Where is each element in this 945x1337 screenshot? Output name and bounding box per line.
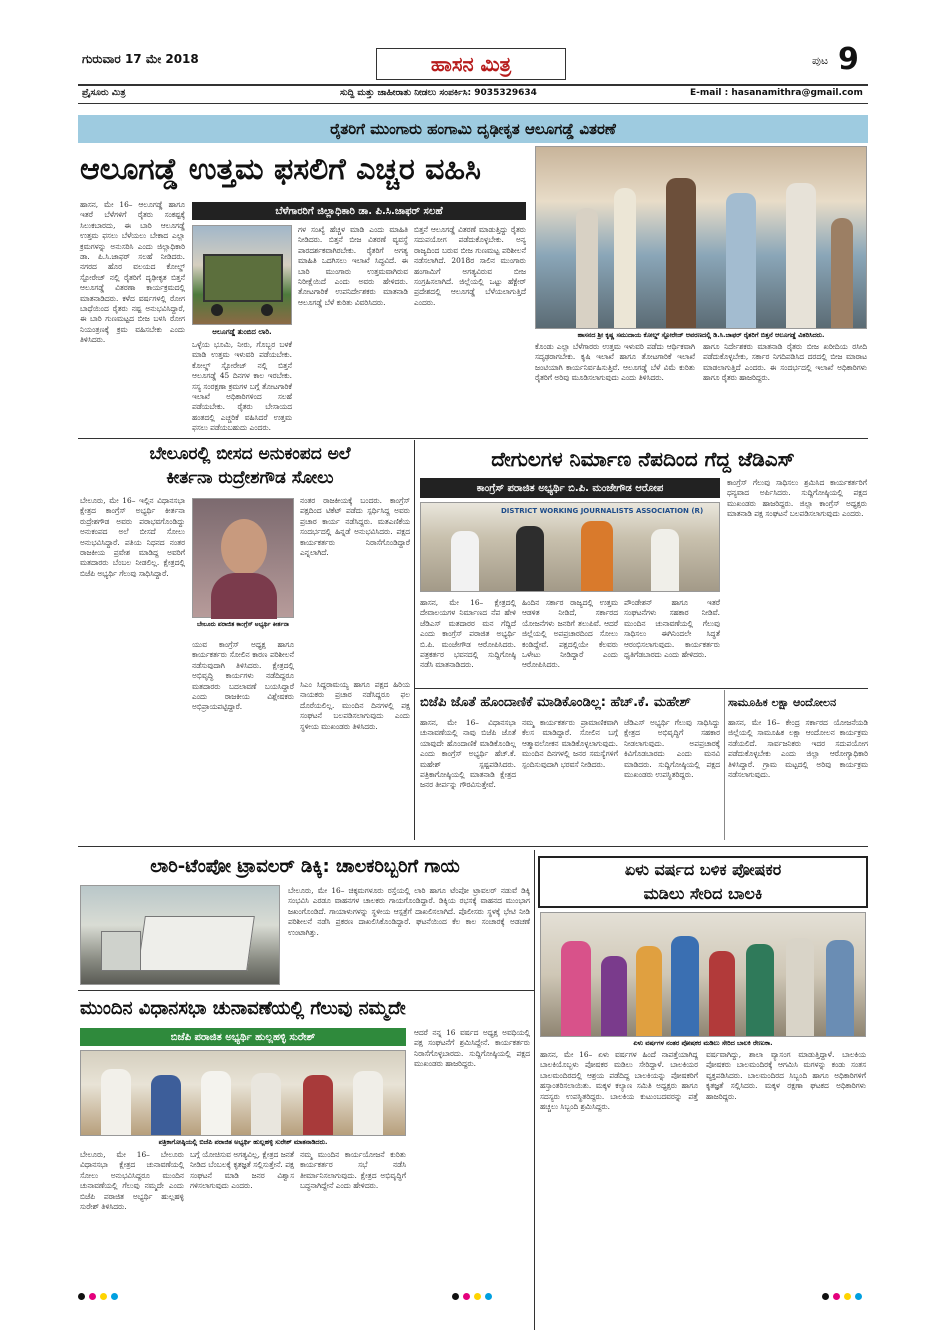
story8-column-1: ಬೇಲೂರು, ಮೇ 16– ಬೇಲೂರು ವಿಧಾನಸಭಾ ಕ್ಷೇತ್ರದ ಚುನಾವಣೆಯಲ್ಲಿ ಸೋಲು ಅನುಭವಿಸಿದ್ದರೂ ಮುಂದಿನ ಚುನಾವಣೆಯಲ್ಲಿ ಗೆಲುವು ನಮ್ಮದೇ ಎಂದು ಬಿಜೆಪಿ ಪರಾಜಿತ ಅಭ್ಯರ್ಥಿ ಹುಲ್ಲಹಳ್ಳಿ ಸುರೇಶ್ ತಿಳಿಸಿದರು. — [80, 1150, 187, 1212]
contact-line: ಸುದ್ದಿ ಮತ್ತು ಜಾಹೀರಾತು ನೀಡಲು ಸಂಪರ್ಕಿಸಿ: 9035329634 — [340, 88, 537, 98]
story1-column-3: ಗಳ ಸಂಖ್ಯೆ ಹೆಚ್ಚಳ ಮಾಡಿ ಎಂದು ಮಾಹಿತಿ ನೀಡಿದರು. ಬಿತ್ತನೆ ಬೀಜ ವಿತರಣೆ ವ್ಯವಸ್ಥೆ ಪಾರದರ್ಶಕವಾಗಿರಬೇಕು. ರೈತರಿಗೆ ಅಗತ್ಯ ಮಾಹಿತಿ ಒದಗಿಸಲು ಇಲಾಖೆ ಸಿದ್ಧವಿದೆ. ಈ ಬಾರಿ ಮುಂಗಾರು ಉತ್ತಮವಾಗಿರುವ ನಿರೀಕ್ಷೆಯಿದೆ ಎಂದು ಅವರು ಹೇಳಿದರು. ತೋಟಗಾರಿಕೆ ಉಪನಿರ್ದೇಶಕರು ಮಾತನಾಡಿ ಆಲೂಗಡ್ಡೆ ಬೆಳೆ ಕುರಿತು ವಿವರಿಸಿದರು. — [298, 225, 411, 307]
story2-column-4: ಸಿಎಂ ಸಿದ್ದರಾಮಯ್ಯ ಹಾಗೂ ಪಕ್ಷದ ಹಿರಿಯ ನಾಯಕರು ಪ್ರಚಾರ ನಡೆಸಿದ್ದರೂ ಫಲ ದೊರೆಯಲಿಲ್ಲ. ಮುಂದಿನ ದಿನಗಳಲ್ಲಿ ಪಕ್ಷ ಸಂಘಟನೆ ಬಲಪಡಿಸಲಾಗುವುದು ಎಂದು ಸ್ಥಳೀಯ ಮುಖಂಡರು ತಿಳಿಸಿದರು. — [300, 680, 413, 731]
subbar-rule — [78, 103, 868, 104]
story4-column-3: ಜೆಡಿಎಸ್ ಅಭ್ಯರ್ಥಿ ಗೆಲುವು ಸಾಧಿಸಿದ್ದು ಕ್ಷೇತ್ರದ ಅಭಿವೃದ್ಧಿಗೆ ಸಹಕಾರ ನೀಡಲಾಗುವುದು. ಅಪಪ್ರಚಾರಕ್ಕೆ ಕಿವಿಗೊಡಬಾರದು ಎಂದು ಮನವಿ ಮಾಡಿದರು. ಸುದ್ದಿಗೋಷ್ಠಿಯಲ್ಲಿ ಪಕ್ಷದ ಮುಖಂಡರು ಉಪಸ್ಥಿತರಿದ್ದರು. — [624, 718, 723, 780]
story7-column-2: ವರ್ಷವಾಗಿದ್ದು, ಶಾಲಾ ವ್ಯಾಸಂಗ ಮಾಡುತ್ತಿದ್ದಾಳೆ. ಬಾಲಕಿಯ ಪೋಷಕರು ಬಾಲಮಂದಿರಕ್ಕೆ ಆಗಮಿಸಿ ಮಗಳನ್ನು ಕಂಡು ಸಂತಸ ವ್ಯಕ್ತಪಡಿಸಿದರು. ಬಾಲಮಂದಿರದ ಸಿಬ್ಬಂದಿ ಹಾಗೂ ಅಧಿಕಾರಿಗಳಿಗೆ ಕೃತಜ್ಞತೆ ಸಲ್ಲಿಸಿದರು. ಮಕ್ಕಳ ರಕ್ಷಣಾ ಘಟಕದ ಅಧಿಕಾರಿಗಳು ಹಾಜರಿದ್ದರು. — [706, 1050, 869, 1101]
section-name: ಪ್ರೈಸೂರು ಮಿತ್ರ — [82, 88, 126, 98]
page-number: 9 — [838, 42, 859, 77]
story7-column-1: ಹಾಸನ, ಮೇ 16– ಏಳು ವರ್ಷಗಳ ಹಿಂದೆ ನಾಪತ್ತೆಯಾಗಿದ್ದ ಬಾಲಕಿಯೊಬ್ಬಳು ಪೋಷಕರ ಮಡಿಲು ಸೇರಿದ್ದಾಳೆ. ಬಾಲಕಿಯರ ಬಾಲಮಂದಿರದಲ್ಲಿ ಆಶ್ರಯ ಪಡೆದಿದ್ದ ಬಾಲಕಿಯನ್ನು ಪೋಷಕರಿಗೆ ಹಸ್ತಾಂತರಿಸಲಾಯಿತು. ಮಕ್ಕಳ ಕಲ್ಯಾಣ ಸಮಿತಿ ಅಧ್ಯಕ್ಷರು ಹಾಗೂ ಸದಸ್ಯರು ಉಪಸ್ಥಿತರಿದ್ದರು. ಬಾಲಕಿಯ ಕುಟುಂಬದವರನ್ನು ಪತ್ತೆ ಹಚ್ಚಲು ಸಿಬ್ಬಂದಿ ಶ್ರಮಿಸಿದ್ದರು. — [540, 1050, 701, 1112]
story4-divider — [724, 690, 725, 840]
story8-column-2: ಬಗ್ಗೆ ಯೋಚಿಸುವ ಅಗತ್ಯವಿಲ್ಲ, ಕ್ಷೇತ್ರದ ಜನತೆ ನೀಡಿದ ಬೆಂಬಲಕ್ಕೆ ಕೃತಜ್ಞತೆ ಸಲ್ಲಿಸುತ್ತೇನೆ. ಪಕ್ಷ ಸಂಘಟನೆ ಮಾಡಿ ಜನರ ವಿಶ್ವಾಸ ಗಳಿಸಲಾಗುವುದು ಎಂದರು. — [190, 1150, 297, 1191]
masthead-logo — [376, 48, 566, 80]
story4-column-2: ನಮ್ಮ ಕಾರ್ಯಕರ್ತರು ಪ್ರಾಮಾಣಿಕವಾಗಿ ಕೆಲಸ ಮಾಡಿದ್ದಾರೆ. ಸೋಲಿನ ಬಗ್ಗೆ ಆತ್ಮಾವಲೋಕನ ಮಾಡಿಕೊಳ್ಳಲಾಗುವುದು. ಮುಂದಿನ ದಿನಗಳಲ್ಲಿ ಜನರ ಸಮಸ್ಯೆಗಳಿಗೆ ಸ್ಪಂದಿಸುವುದಾಗಿ ಭರವಸೆ ನೀಡಿದರು. — [522, 718, 621, 769]
registration-dots-center — [452, 1293, 492, 1300]
story1-truck-caption: ಆಲೂಗಡ್ಡೆ ತುಂಬಿದ ಲಾರಿ. — [212, 328, 272, 336]
story7-headline-line2: ಮಡಿಲು ಸೇರಿದ ಬಾಲಕಿ — [643, 884, 763, 903]
story2-headline-line2: ಕೀರ್ತನಾ ರುದ್ರೇಶಗೌಡ ಸೋಲು — [166, 468, 334, 488]
story6-divider — [534, 850, 535, 1330]
story1-kicker-text: ಬೆಳೆಗಾರರಿಗೆ ಜಿಲ್ಲಾಧಿಕಾರಿ ಡಾ. ಪಿ.ಸಿ.ಜಾಫರ್ ಸಲಹೆ — [275, 205, 443, 217]
story4-column-1: ಹಾಸನ, ಮೇ 16– ವಿಧಾನಸಭಾ ಚುನಾವಣೆಯಲ್ಲಿ ನಾವು ಬಿಜೆಪಿ ಜೊತೆ ಯಾವುದೇ ಹೊಂದಾಣಿಕೆ ಮಾಡಿಕೊಂಡಿಲ್ಲ ಎಂದು ಕಾಂಗ್ರೆಸ್ ಅಭ್ಯರ್ಥಿ ಹೆಚ್.ಕೆ. ಮಹೇಶ್ ಸ್ಪಷ್ಟಪಡಿಸಿದರು. ಪತ್ರಿಕಾಗೋಷ್ಠಿಯಲ್ಲಿ ಮಾತನಾಡಿ ಕ್ಷೇತ್ರದ ಜನರ ತೀರ್ಪನ್ನು ಗೌರವಿಸುತ್ತೇವೆ. — [420, 718, 519, 790]
story3-banner-text: DISTRICT WORKING JOURNALISTS ASSOCIATION (R) — [501, 507, 704, 515]
story6-headline: ಲಾರಿ-ಟೆಂಪೋ ಟ್ರಾವಲರ್ ಡಿಕ್ಕಿ: ಚಾಲಕರಿಬ್ಬರಿಗೆ ಗಾಯ — [150, 856, 460, 877]
story7-headline-line1: ಏಳು ವರ್ಷದ ಬಳಿಕ ಪೋಷಕರ — [624, 860, 782, 879]
masthead-title: ಹಾಸನ ಮಿತ್ರ — [430, 52, 512, 76]
story6-body: ಬೇಲೂರು, ಮೇ 16– ಚಿಕ್ಕಮಗಳೂರು ರಸ್ತೆಯಲ್ಲಿ ಲಾರಿ ಹಾಗೂ ಟೆಂಪೋ ಟ್ರಾವಲರ್ ನಡುವೆ ಡಿಕ್ಕಿ ಸಂಭವಿಸಿ ಎರಡೂ ವಾಹನಗಳ ಚಾಲಕರು ಗಾಯಗೊಂಡಿದ್ದಾರೆ. ಡಿಕ್ಕಿಯ ರಭಸಕ್ಕೆ ವಾಹನದ ಮುಂಭಾಗ ಜಖಂಗೊಂಡಿದೆ. ಗಾಯಾಳುಗಳನ್ನು ಸ್ಥಳೀಯ ಆಸ್ಪತ್ರೆಗೆ ದಾಖಲಿಸಲಾಗಿದೆ. ಪೊಲೀಸರು ಸ್ಥಳಕ್ಕೆ ಭೇಟಿ ನೀಡಿ ಪರಿಶೀಲನೆ ನಡೆಸಿ ಪ್ರಕರಣ ದಾಖಲಿಸಿಕೊಂಡಿದ್ದಾರೆ. ಘಟನೆಯಿಂದ ಕೆಲ ಕಾಲ ಸಂಚಾರಕ್ಕೆ ಅಡಚಣೆ ಉಂಟಾಗಿತ್ತು. — [288, 886, 533, 937]
story7-photo — [540, 912, 866, 1037]
story3-column-4: ಕಾಂಗ್ರೆಸ್ ಗೆಲುವು ಸಾಧಿಸಲು ಶ್ರಮಿಸಿದ ಕಾರ್ಯಕರ್ತರಿಗೆ ಧನ್ಯವಾದ ಅರ್ಪಿಸಿದರು. ಸುದ್ದಿಗೋಷ್ಠಿಯಲ್ಲಿ ಪಕ್ಷದ ಮುಖಂಡರು ಹಾಜರಿದ್ದರು. ಜಿಲ್ಲಾ ಕಾಂಗ್ರೆಸ್ ಅಧ್ಯಕ್ಷರು ಮಾತನಾಡಿ ಪಕ್ಷ ಸಂಘಟನೆ ಬಲಪಡಿಸಲಾಗುವುದು ಎಂದರು. — [727, 478, 870, 519]
story3-column-2: ಹಿಂದಿನ ಸರ್ಕಾರ ರಾಜ್ಯದಲ್ಲಿ ಉತ್ತಮ ಆಡಳಿತ ನೀಡಿದೆ, ಸರ್ಕಾರದ ಯೋಜನೆಗಳು ಜನರಿಗೆ ತಲುಪಿವೆ. ಆದರೆ ಜಿಲ್ಲೆಯಲ್ಲಿ ಅಪಪ್ರಚಾರದಿಂದ ಸೋಲು ಕಂಡಿದ್ದೇವೆ. ಪಕ್ಷದಲ್ಲಿಯೇ ಕೆಲವರು ಒಳೇಟು ನೀಡಿದ್ದಾರೆ ಎಂದು ಆರೋಪಿಸಿದರು. — [522, 598, 621, 670]
story8-photo-caption: ಪತ್ರಿಕಾಗೋಷ್ಠಿಯಲ್ಲಿ ಬಿಜೆಪಿ ಪರಾಜಿತ ಅಭ್ಯರ್ಥಿ ಹುಲ್ಲಹಳ್ಳಿ ಸುರೇಶ್ ಮಾತನಾಡಿದರು. — [158, 1138, 328, 1146]
story3-column-1: ಹಾಸನ, ಮೇ 16– ಕ್ಷೇತ್ರದಲ್ಲಿ ದೇವಾಲಯಗಳ ನಿರ್ಮಾಣದ ನೆಪ ಹೇಳಿ ಜೆಡಿಎಸ್ ಮತದಾರರ ಮನ ಗೆದ್ದಿದೆ ಎಂದು ಕಾಂಗ್ರೆಸ್ ಪರಾಜಿತ ಅಭ್ಯರ್ಥಿ ಬಿ.ಪಿ. ಮಂಜೇಗೌಡ ಆರೋಪಿಸಿದರು. ಪತ್ರಕರ್ತರ ಭವನದಲ್ಲಿ ಸುದ್ದಿಗೋಷ್ಠಿ ನಡೆಸಿ ಮಾತನಾಡಿದರು. — [420, 598, 519, 670]
story1-headline: ಆಲೂಗಡ್ಡೆ ಉತ್ತಮ ಫಸಲಿಗೆ ಎಚ್ಚರ ವಹಿಸಿ — [80, 152, 481, 187]
story2-column-1: ಬೇಲೂರು, ಮೇ 16– ಇಲ್ಲಿನ ವಿಧಾನಸಭಾ ಕ್ಷೇತ್ರದ ಕಾಂಗ್ರೆಸ್ ಅಭ್ಯರ್ಥಿ ಕೀರ್ತನಾ ರುದ್ರೇಶಗೌಡ ಅವರು ಪರಾಭವಗೊಂಡಿದ್ದು ಅನುಕಂಪದ ಅಲೆ ಬೀಸದೆ ಸೋಲು ಅನುಭವಿಸಿದ್ದಾರೆ. ಪತಿಯ ನಿಧನದ ನಂತರ ರಾಜಕೀಯ ಪ್ರವೇಶ ಮಾಡಿದ್ದ ಅವರಿಗೆ ಮತದಾರರು ಬೆಂಬಲ ನೀಡಲಿಲ್ಲ. ಕ್ಷೇತ್ರದಲ್ಲಿ ಬಿಜೆಪಿ ಅಭ್ಯರ್ಥಿ ಗೆಲುವು ಸಾಧಿಸಿದ್ದಾರೆ. — [80, 496, 188, 578]
story2-photo-caption: ಬೇಲೂರು ಪರಾಜಿತ ಕಾಂಗ್ರೆಸ್ ಅಭ್ಯರ್ಥಿ ಕೀರ್ತನಾ — [196, 621, 290, 628]
story1-bottom-rule — [78, 438, 868, 439]
story6-accident-photo — [80, 885, 280, 985]
story1-banner-text: ರೈತರಿಗೆ ಮುಂಗಾರು ಹಂಗಾಮಿ ದೃಢೀಕೃತ ಆಲೂಗಡ್ಡೆ ವಿತರಣೆ — [330, 120, 616, 138]
story1-main-photo — [535, 146, 867, 329]
story1-column-6: ಹಾಗೂ ನಿರ್ದೇಶಕರು ಮಾತನಾಡಿ ರೈತರು ಬೀಜ ಖರೀದಿಯ ರಸೀದಿ ಪಡೆದುಕೊಳ್ಳಬೇಕು, ಸರ್ಕಾರ ನಿಗದಿಪಡಿಸಿದ ದರದಲ್ಲಿ ಬೀಜ ಮಾರಾಟ ಮಾಡಲಾಗುತ್ತಿದೆ ಎಂದರು. ಈ ಸಂದರ್ಭದಲ್ಲಿ ಇಲಾಖೆ ಅಧಿಕಾರಿಗಳು ಹಾಗೂ ರೈತರು ಹಾಜರಿದ್ದರು. — [703, 342, 870, 383]
story5-headline: ಸಾಮೂಹಿಕ ಲಕ್ಷಾ ಆಂದೋಲನ — [728, 696, 837, 709]
issue-date: ಗುರುವಾರ 17 ಮೇ 2018 — [82, 52, 199, 66]
story1-column-2: ಒಳ್ಳೆಯ ಭೂಮಿ, ನೀರು, ಗೊಬ್ಬರ ಬಳಕೆ ಮಾಡಿ ಉತ್ತಮ ಇಳುವರಿ ಪಡೆಯಬೇಕು. ಕೋಲ್ಡ್ ಸ್ಟೋರೇಜ್ ನಲ್ಲಿ ಬಿತ್ತನೆ ಆಲೂಗಡ್ಡೆ 45 ದಿನಗಳ ಕಾಲ ಇರಬೇಕು. ಸಸ್ಯ ಸಂರಕ್ಷಣಾ ಕ್ರಮಗಳ ಬಗ್ಗೆ ತೋಟಗಾರಿಕೆ ಇಲಾಖೆ ಅಧಿಕಾರಿಗಳಿಂದ ಸಲಹೆ ಪಡೆಯಬೇಕು. ರೈತರು ಬೇಸಾಯದ ಹಂತದಲ್ಲಿ ಎಚ್ಚರಿಕೆ ವಹಿಸಿದರೆ ಉತ್ತಮ ಫಸಲು ಪಡೆಯಬಹುದು ಎಂದರು. — [192, 340, 295, 433]
story2-portrait-photo — [192, 498, 294, 618]
story3-press-photo — [420, 502, 720, 592]
story2-divider — [414, 440, 415, 840]
mid-rule — [78, 846, 868, 847]
story8-kicker — [80, 1028, 406, 1046]
story7-headline-box — [538, 856, 868, 908]
story3-headline: ದೇಗುಲಗಳ ನಿರ್ಮಾಣ ನೆಪದಿಂದ ಗೆದ್ದ ಜೆಡಿಎಸ್ — [491, 447, 795, 471]
story2-column-2: ನಂತರ ರಾಜಕೀಯಕ್ಕೆ ಬಂದರು. ಕಾಂಗ್ರೆಸ್ ಪಕ್ಷದಿಂದ ಟಿಕೆಟ್ ಪಡೆದು ಸ್ಪರ್ಧಿಸಿದ್ದ ಅವರು ಪ್ರಚಾರ ಕಾರ್ಯ ನಡೆಸಿದ್ದರು. ಮತಎಣಿಕೆಯ ಸಂದರ್ಭದಲ್ಲಿ ಹಿನ್ನಡೆ ಅನುಭವಿಸಿದರು. ಪಕ್ಷದ ಕಾರ್ಯಕರ್ತರು ನಿರಾಸೆಗೊಂಡಿದ್ದಾರೆ ಎನ್ನಲಾಗಿದೆ. — [300, 496, 413, 558]
story7-photo-caption: ಏಳು ವರ್ಷಗಳ ನಂತರ ಪೋಷಕರ ಮಡಿಲು ಸೇರಿದ ಬಾಲಕಿ ರೇಣುಕಾ. — [633, 1039, 773, 1047]
story4-headline: ಬಿಜೆಪಿ ಜೊತೆ ಹೊಂದಾಣಿಕೆ ಮಾಡಿಕೊಂಡಿಲ್ಲ: ಹೆಚ್.ಕೆ. ಮಹೇಶ್ — [420, 695, 691, 710]
story3-bottom-rule — [414, 688, 868, 689]
story8-kicker-text: ಬಿಜೆಪಿ ಪರಾಜಿತ ಅಭ್ಯರ್ಥಿ ಹುಲ್ಲಹಳ್ಳಿ ಸುರೇಶ್ — [170, 1031, 316, 1043]
story8-press-photo — [80, 1050, 406, 1136]
story1-column-1: ಹಾಸನ, ಮೇ 16– ಆಲೂಗಡ್ಡೆ ಹಾಗೂ ಇತರೆ ಬೆಳೆಗಳಿಗೆ ರೈತರು ಸಂಕಷ್ಟಕ್ಕೆ ಸಿಲುಕಬಾರದು, ಈ ಬಾರಿ ಆಲೂಗಡ್ಡೆ ಉತ್ತಮ ಫಸಲು ಬೆಳೆಯಲು ಬೇಕಾದ ಎಲ್ಲಾ ಕ್ರಮಗಳನ್ನು ಅನುಸರಿಸಿ ಎಂದು ಜಿಲ್ಲಾಧಿಕಾರಿ ಡಾ. ಪಿ.ಸಿ.ಜಾಫರ್ ಸಲಹೆ ನೀಡಿದರು. ನಗರದ ಹೊರ ವಲಯದ ಕೋಲ್ಡ್ ಸ್ಟೋರೇಜ್ ನಲ್ಲಿ ರೈತರಿಗೆ ದೃಢೀಕೃತ ಬಿತ್ತನೆ ಆಲೂಗಡ್ಡೆ ವಿತರಣಾ ಕಾರ್ಯಕ್ರಮದಲ್ಲಿ ಮಾತನಾಡಿದರು. ಕಳೆದ ವರ್ಷಗಳಲ್ಲಿ ರೋಗ ಬಾಧೆಯಿಂದ ರೈತರು ನಷ್ಟ ಅನುಭವಿಸಿದ್ದಾರೆ, ಈ ಬಾರಿ ಗುಣಮಟ್ಟದ ಬೀಜ ಬಳಸಿ ರೋಗ ನಿಯಂತ್ರಣಕ್ಕೆ ಕ್ರಮ ವಹಿಸಬೇಕು ಎಂದು ತಿಳಿಸಿದರು. — [80, 200, 188, 345]
registration-dots-right — [822, 1293, 862, 1300]
story1-banner — [78, 115, 868, 143]
registration-dots-left — [78, 1293, 118, 1300]
story5-body: ಹಾಸನ, ಮೇ 16– ಕೇಂದ್ರ ಸರ್ಕಾರದ ಯೋಜನೆಯಡಿ ಜಿಲ್ಲೆಯಲ್ಲಿ ಸಾಮೂಹಿಕ ಲಕ್ಷಾ ಆಂದೋಲನ ಕಾರ್ಯಕ್ರಮ ನಡೆಯಲಿದೆ. ಸಾರ್ವಜನಿಕರು ಇದರ ಸದುಪಯೋಗ ಪಡೆದುಕೊಳ್ಳಬೇಕು ಎಂದು ಜಿಲ್ಲಾ ಆರೋಗ್ಯಾಧಿಕಾರಿ ತಿಳಿಸಿದ್ದಾರೆ. ಗ್ರಾಮ ಮಟ್ಟದಲ್ಲಿ ಅರಿವು ಕಾರ್ಯಕ್ರಮ ನಡೆಸಲಾಗುವುದು. — [728, 718, 871, 780]
page-label: ಪುಟ — [812, 54, 829, 67]
story2-column-3: ಯುವ ಕಾಂಗ್ರೆಸ್ ಅಧ್ಯಕ್ಷ ಹಾಗೂ ಕಾರ್ಯಕರ್ತರು ಸೋಲಿನ ಕಾರಣ ಪರಿಶೀಲನೆ ನಡೆಸುವುದಾಗಿ ತಿಳಿಸಿದರು. ಕ್ಷೇತ್ರದಲ್ಲಿ ಅಭಿವೃದ್ಧಿ ಕಾರ್ಯಗಳು ನಡೆದಿದ್ದರೂ ಮತದಾರರು ಬದಲಾವಣೆ ಬಯಸಿದ್ದಾರೆ ಎಂದು ರಾಜಕೀಯ ವಿಶ್ಲೇಷಕರು ಅಭಿಪ್ರಾಯಪಟ್ಟಿದ್ದಾರೆ. — [192, 640, 297, 712]
story8-top-rule — [78, 990, 534, 991]
story3-column-3: ಪೌಂಡೇಶನ್ ಹಾಗೂ ಇತರೆ ಸಂಘಟನೆಗಳು ಸಹಕಾರ ನೀಡಿವೆ. ಮುಂದಿನ ಚುನಾವಣೆಯಲ್ಲಿ ಗೆಲುವು ಸಾಧಿಸಲು ಈಗಿನಿಂದಲೇ ಸಿದ್ಧತೆ ಆರಂಭಿಸಲಾಗುವುದು. ಕಾರ್ಯಕರ್ತರು ಧೃತಿಗೆಡಬಾರದು ಎಂದು ಹೇಳಿದರು. — [624, 598, 723, 660]
story3-kicker — [420, 478, 720, 498]
story8-column-4: ಆದರೆ ನನ್ನ 16 ವರ್ಷದ ಅಧ್ಯಕ್ಷ ಅವಧಿಯಲ್ಲಿ ಪಕ್ಷ ಸಂಘಟನೆಗೆ ಶ್ರಮಿಸಿದ್ದೇನೆ. ಕಾರ್ಯಕರ್ತರು ನಿರಾಸೆಗೊಳ್ಳಬಾರದು. ಸುದ್ದಿಗೋಷ್ಠಿಯಲ್ಲಿ ಪಕ್ಷದ ಮುಖಂಡರು ಹಾಜರಿದ್ದರು. — [414, 1028, 533, 1069]
story1-kicker — [192, 202, 526, 220]
story8-headline: ಮುಂದಿನ ವಿಧಾನಸಭಾ ಚುನಾವಣೆಯಲ್ಲಿ ಗೆಲುವು ನಮ್ಮದೇ — [80, 998, 406, 1019]
header-bar — [78, 42, 868, 84]
story8-column-3: ನಮ್ಮ ಮುಂದಿನ ಕಾರ್ಯಯೋಜನೆ ಕುರಿತು ಕಾರ್ಯಕರ್ತರ ಸಭೆ ನಡೆಸಿ ತೀರ್ಮಾನಿಸಲಾಗುವುದು. ಕ್ಷೇತ್ರದ ಅಭಿವೃದ್ಧಿಗೆ ಬದ್ಧನಾಗಿದ್ದೇನೆ ಎಂದು ಹೇಳಿದರು. — [300, 1150, 409, 1191]
story1-photo-caption: ಹಾಸನದ ಶ್ರೀ ಕೃಷ್ಣ ಸಮುದಾಯ ಕೋಲ್ಡ್ ಸ್ಟೋರೇಜ್ ಆವರಣದಲ್ಲಿ ಡಿ.ಸಿ.ಜಾಫರ್ ರೈತರಿಗೆ ಬಿತ್ತನೆ ಆಲೂಗಡ್ಡೆ ವಿತರಿಸಿದರು. — [577, 331, 825, 339]
header-rule — [78, 84, 868, 86]
contact-email: E-mail : hasanamithra@gmail.com — [690, 88, 863, 98]
story1-column-5: ಕೊಂಡು ಎಲ್ಲಾ ಬೆಳೆಗಾರರು ಉತ್ತಮ ಇಳುವರಿ ಪಡೆದು ಆರ್ಥಿಕವಾಗಿ ಸದೃಢರಾಗಬೇಕು. ಕೃಷಿ ಇಲಾಖೆ ಹಾಗೂ ತೋಟಗಾರಿಕೆ ಇಲಾಖೆ ಜಂಟಿಯಾಗಿ ಕಾರ್ಯನಿರ್ವಹಿಸುತ್ತಿವೆ. ಆಲೂಗಡ್ಡೆ ಬೆಳೆ ವಿಮೆ ಕುರಿತು ರೈತರಿಗೆ ಅರಿವು ಮೂಡಿಸಲಾಗುವುದು ಎಂದು ತಿಳಿಸಿದರು. — [535, 342, 698, 383]
story1-column-4: ಬಿತ್ತನೆ ಆಲೂಗಡ್ಡೆ ವಿತರಣೆ ಮಾಡುತ್ತಿದ್ದು ರೈತರು ಸದುಪಯೋಗ ಪಡೆದುಕೊಳ್ಳಬೇಕು. ಅನ್ಯ ರಾಜ್ಯದಿಂದ ಬರುವ ಬೀಜ ಗುಣಮಟ್ಟ ಪರಿಶೀಲನೆ ನಡೆಸಲಾಗಿದೆ. 2018ರ ಸಾಲಿನ ಮುಂಗಾರು ಹಂಗಾಮಿಗೆ ಅಗತ್ಯವಿರುವ ಬೀಜ ಸಂಗ್ರಹಿಸಲಾಗಿದೆ. ಜಿಲ್ಲೆಯಲ್ಲಿ ಒಟ್ಟು ಹೆಕ್ಟೇರ್ ಪ್ರದೇಶದಲ್ಲಿ ಆಲೂಗಡ್ಡೆ ಬೆಳೆಯಲಾಗುತ್ತಿದೆ ಎಂದರು. — [414, 225, 529, 307]
story2-headline-line1: ಬೇಲೂರಲ್ಲಿ ಬೀಸದ ಅನುಕಂಪದ ಅಲೆ — [149, 444, 351, 464]
story1-truck-photo — [192, 225, 292, 325]
header-subbar — [78, 87, 868, 101]
story3-kicker-text: ಕಾಂಗ್ರೆಸ್ ಪರಾಜಿತ ಅಭ್ಯರ್ಥಿ ಬಿ.ಪಿ. ಮಂಜೇಗೌಡ ಆರೋಪ — [476, 482, 664, 494]
